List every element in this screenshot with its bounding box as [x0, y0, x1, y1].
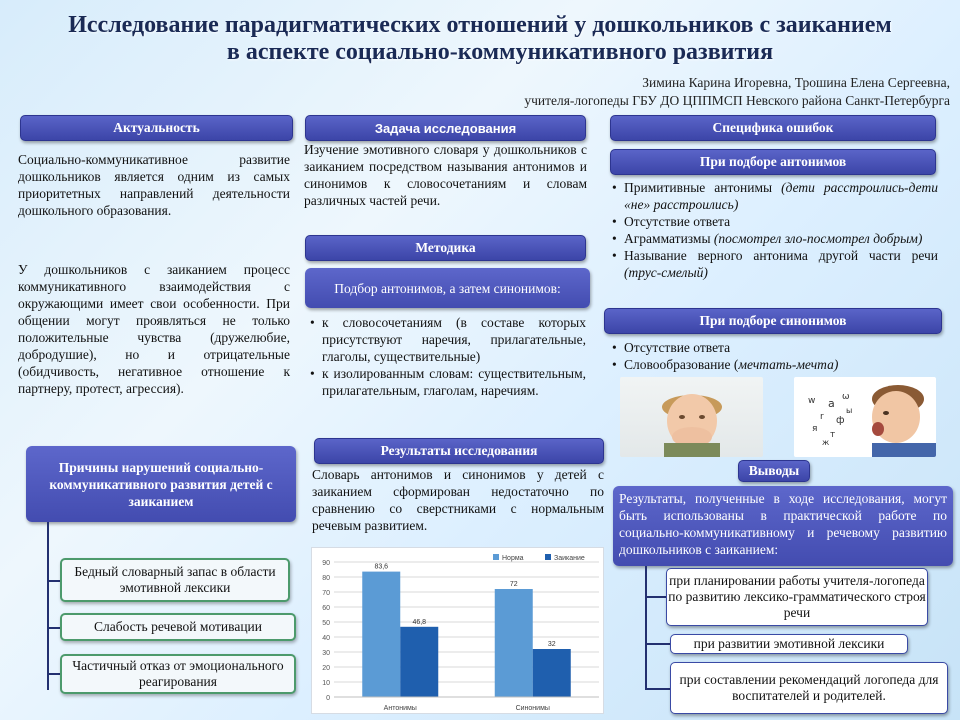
letter-2: r: [820, 412, 824, 422]
authors-line-2: учителя-логопеды ГБУ ДО ЦППМСП Невского района Санкт-Петербурга: [524, 93, 950, 108]
vyvody-item-1: при планировании работы учителя-логопеда по развитию лексико-грамматического строя речи: [666, 568, 928, 626]
letter-7: ы: [846, 406, 853, 415]
letter-1: a: [828, 397, 835, 410]
antonyms-item-text: Аграмматизмы: [624, 231, 714, 246]
letter-3: ф: [836, 415, 845, 426]
metodika-item-2: • к изолированным словам: существительным, прилагательным, глаголам, наречиям.: [310, 365, 586, 399]
chart-x-tick-label: Антонимы: [383, 705, 417, 712]
chart-legend-swatch: [493, 554, 499, 560]
synonyms-item-example: мечтать-мечта): [738, 357, 839, 372]
antonyms-list: [612, 179, 938, 281]
chart-y-tick-label: 70: [322, 590, 330, 597]
vyvody-connector-1: [645, 596, 667, 598]
vyvody-box: Результаты, полученные в ходе исследования, могут быть использованы в практической работе по социально-коммуникативному и речевому развитию дошкольников с заиканием:: [613, 486, 953, 566]
vyvody-item-3: при составлении рекомендаций логопеда для воспитателей и родителей.: [670, 662, 948, 714]
rezultaty-header: Результаты исследования: [314, 438, 604, 464]
metodika-item-1: • к словосочетаниям (в составе которых присутствуют наречия, прилагательные, глаголы, существительные): [310, 314, 586, 365]
chart-data-label: 72: [509, 581, 518, 588]
antonyms-item-text: Называние верного антонима другой части речи: [624, 248, 938, 263]
title-line-1: Исследование парадигматических отношений у дошкольников с заиканием: [68, 12, 892, 38]
chart-y-tick-label: 30: [322, 650, 330, 657]
prichiny-item-2: Слабость речевой мотивации: [60, 613, 296, 641]
antonyms-item-2: [612, 213, 938, 230]
zadacha-header: Задача исследования: [305, 115, 586, 141]
vyvody-header: Выводы: [738, 460, 810, 482]
chart-bar: [362, 572, 400, 697]
vyvody-connector-3: [645, 688, 671, 690]
chart-bar: [533, 649, 571, 697]
prichiny-item-3: Частичный отказ от эмоционального реагирования: [60, 654, 296, 694]
aktualnost-para-2: У дошкольников с заиканием процесс коммуникативного взаимодействия с окружающими имеет свои особенности. При общении могут проявляться не только положительные чувства (дружелюбие, добродушие), но и отрицательные (обидчивость, негативное отношение к партнеру, протест, агрессия).: [18, 262, 290, 396]
antonyms-item-example: (трус-смелый): [624, 265, 708, 280]
results-chart-svg: [312, 548, 605, 715]
synonyms-item-1: [612, 339, 938, 356]
chart-bar: [495, 589, 533, 697]
chart-legend-swatch: [545, 554, 551, 560]
letter-5: ω: [842, 392, 850, 402]
child-covering-mouth-illustration: [620, 377, 763, 457]
antonyms-item-4: [612, 247, 938, 281]
chart-data-label: 46,8: [412, 618, 427, 626]
metodika-header: Методика: [305, 235, 586, 261]
chart-legend-label: Норма: [502, 555, 524, 562]
aktualnost-para-1: Социально-коммуникативное развитие дошкольников является одним из самых приоритетных направлений деятельности дошкольного образования.: [18, 152, 290, 218]
page-title: [0, 12, 960, 66]
prichiny-item-1: Бедный словарный запас в области эмотивной лексики: [60, 558, 290, 602]
child-with-letters-illustration: [794, 377, 936, 457]
results-chart: [311, 547, 604, 714]
photo-child-covering-mouth: [620, 377, 763, 457]
vyvody-connector-vertical: [645, 566, 647, 690]
antonyms-item-3: [612, 230, 938, 247]
zadacha-text: Изучение эмотивного словаря у дошкольников с заиканием посредством называния антонимов и синонимов к словосочетаниям и словам различных частей речи.: [304, 142, 587, 208]
chart-data-label: 83,6: [374, 563, 389, 571]
antonyms-item-example: (дети расстроились-дети «не» расстроились): [624, 180, 938, 212]
chart-y-tick-label: 40: [322, 635, 330, 642]
synonyms-item-text: Словообразование (: [624, 357, 739, 372]
metodika-list: [310, 314, 586, 399]
prichiny-connector-vertical: [47, 522, 49, 690]
antonyms-header: При подборе антонимов: [610, 149, 936, 175]
synonyms-item-text: Отсутствие ответа: [624, 340, 731, 355]
letter-6: т: [830, 430, 836, 440]
chart-y-tick-label: 60: [322, 605, 330, 612]
letter-0: w: [808, 396, 816, 406]
prichiny-connector-2: [47, 627, 61, 629]
letter-4: я: [812, 424, 818, 434]
chart-legend-label: Заикание: [554, 555, 585, 562]
chart-y-tick-label: 20: [322, 665, 330, 672]
chart-y-tick-label: 50: [322, 620, 330, 627]
chart-bar: [400, 627, 438, 697]
synonyms-list: [612, 339, 938, 373]
chart-y-tick-label: 10: [322, 680, 330, 687]
antonyms-item-1: [612, 179, 938, 213]
chart-y-tick-label: 80: [322, 575, 330, 582]
synonyms-header: При подборе синонимов: [604, 308, 942, 334]
authors: [524, 74, 950, 110]
title-line-2: в аспекте социально-коммуникативного развития: [226, 39, 774, 65]
vyvody-item-2: при развитии эмотивной лексики: [670, 634, 908, 654]
vyvody-connector-2: [645, 643, 671, 645]
antonyms-item-example: (посмотрел зло-посмотрел добрым): [713, 231, 923, 246]
rezultaty-text: Словарь антонимов и синонимов у детей с заиканием сформирован недостаточно по сравнению со сверстниками с нормальным речевым развитием.: [312, 467, 604, 533]
aktualnost-header: Актуальность: [20, 115, 293, 141]
antonyms-item-text: Примитивные антонимы: [624, 180, 782, 195]
authors-line-1: Зимина Карина Игоревна, Трошина Елена Сергеевна,: [642, 75, 950, 90]
chart-data-label: 32: [547, 641, 556, 648]
chart-x-tick-label: Синонимы: [515, 705, 550, 712]
prichiny-connector-1: [47, 580, 61, 582]
chart-y-tick-label: 90: [322, 560, 330, 567]
photo-child-with-letters: [794, 377, 936, 457]
synonyms-item-2: [612, 356, 938, 373]
prichiny-connector-3: [47, 673, 61, 675]
chart-y-tick-label: 0: [326, 695, 330, 702]
metodika-box: Подбор антонимов, а затем синонимов:: [305, 268, 590, 308]
specifika-header: Специфика ошибок: [610, 115, 936, 141]
antonyms-item-text: Отсутствие ответа: [624, 214, 731, 229]
letter-8: ж: [822, 438, 830, 447]
prichiny-header: Причины нарушений социально-коммуникативного развития детей с заиканием: [26, 446, 296, 522]
